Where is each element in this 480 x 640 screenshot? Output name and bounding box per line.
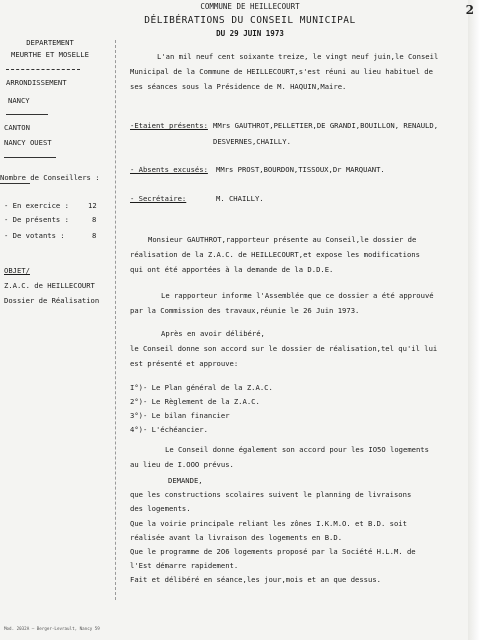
demande3-line1: Que le programme de 2O6 logements proposé par la Société H.L.M. de — [130, 547, 416, 556]
objet-line2: Dossier de Réalisation — [4, 296, 100, 305]
intro-line1: L'an mil neuf cent soixante treize, le vingt neuf juin,le Conseil — [157, 52, 439, 61]
presents-count-value: 8 — [92, 215, 97, 224]
paragraph2-line2: par la Commission des travaux,réunie le 26 Juin 1973. — [130, 306, 360, 315]
absents-heading: - Absents excusés: — [130, 165, 208, 174]
votants-label: - De votants : — [4, 231, 65, 240]
page-edge — [465, 0, 480, 640]
paragraph3-line1: Après en avoir délibéré, — [161, 329, 265, 338]
absents-names: MMrs PROST,BOURDON,TISSOUX,Dr MARQUANT. — [216, 165, 385, 174]
demande1-line2: des logements. — [130, 504, 191, 513]
presents-heading: -Etaient présents: — [130, 121, 208, 130]
paragraph1-line2: réalisation de la Z.A.C. de HEILLECOURT,et expose les modifications — [130, 250, 420, 259]
en-exercice-label: - En exercice : — [4, 201, 69, 210]
footer-imprint: Mod. 2032A — Berger-Levrault, Nancy 59 — [4, 626, 100, 631]
list-item-3: 3°)- Le bilan financier — [130, 411, 230, 420]
objet-label: OBJET/ — [4, 266, 30, 275]
arrondissement-label: ARRONDISSEMENT — [6, 78, 67, 87]
commune-name: COMMUNE DE HEILLECOURT — [200, 2, 300, 11]
canton-label: CANTON — [4, 123, 30, 132]
paragraph4-line2: au lieu de I.OOO prévus. — [130, 460, 234, 469]
departement-label: DEPARTEMENT — [26, 38, 74, 47]
demande2-line2: réalisée avant la livraison des logements en B.D. — [130, 533, 343, 542]
votants-value: 8 — [92, 231, 97, 240]
divider — [6, 69, 80, 70]
intro-line3: ses séances sous la Présidence de M. HAQUIN,Maire. — [130, 82, 347, 91]
paragraph3-line2: le Conseil donne son accord sur le dossier de réalisation,tel qu'il lui — [130, 344, 438, 353]
divider — [0, 183, 30, 184]
paragraph1-line1: Monsieur GAUTHROT,rapporteur présente au Conseil,le dossier de — [148, 235, 417, 244]
margin-rule — [115, 40, 116, 600]
demande-heading: DEMANDE, — [168, 476, 203, 485]
presents-names-line2: DESVERNES,CHAILLY. — [213, 137, 291, 146]
arrondissement-name: NANCY — [8, 96, 30, 105]
canton-name: NANCY OUEST — [4, 138, 52, 147]
paragraph2-line1: Le rapporteur informe l'Assemblée que ce dossier a été approuvé — [161, 291, 434, 300]
demande1-line1: que les constructions scolaires suivent le planning de livraisons — [130, 490, 412, 499]
page-title: DÉLIBÉRATIONS DU CONSEIL MUNICIPAL — [144, 15, 356, 26]
secretaire-heading: - Secrétaire: — [130, 194, 187, 203]
objet-line1: Z.A.C. de HEILLECOURT — [4, 281, 95, 290]
en-exercice-value: 12 — [88, 201, 97, 210]
demande3-line2: l'Est démarre rapidement. — [130, 561, 239, 570]
intro-line2: Municipal de la Commune de HEILLECOURT,s'est réuni au lieu habituel de — [130, 67, 433, 76]
meeting-date: DU 29 JUIN 1973 — [216, 29, 284, 38]
list-item-4: 4°)- L'échéancier. — [130, 425, 208, 434]
divider — [6, 114, 48, 115]
paragraph4-line1: Le Conseil donne également son accord pour les IO5O logements — [165, 445, 429, 454]
paragraph3-line3: est présenté et approuve: — [130, 359, 239, 368]
divider — [4, 157, 56, 158]
secretaire-name: M. CHAILLY. — [216, 194, 264, 203]
paragraph1-line3: qui ont été apportées à la demande de la D.D.E. — [130, 265, 334, 274]
page-number: 2 — [465, 3, 474, 17]
presents-names-line1: MMrs GAUTHROT,PELLETIER,DE GRANDI,BOUILLON, RENAULD, — [213, 121, 439, 130]
list-item-1: I°)- Le Plan général de la Z.A.C. — [130, 383, 273, 392]
presents-count-label: - De présents : — [4, 215, 69, 224]
conseillers-title: Nombre de Conseillers : — [0, 173, 100, 182]
list-item-2: 2°)- Le Règlement de la Z.A.C. — [130, 397, 260, 406]
closing-line: Fait et délibéré en séance,les jour,mois et an que dessus. — [130, 575, 381, 584]
departement-name: MEURTHE ET MOSELLE — [11, 50, 89, 59]
demande2-line1: Que la voirie principale reliant les zônes I.K.M.O. et B.D. soit — [130, 519, 407, 528]
